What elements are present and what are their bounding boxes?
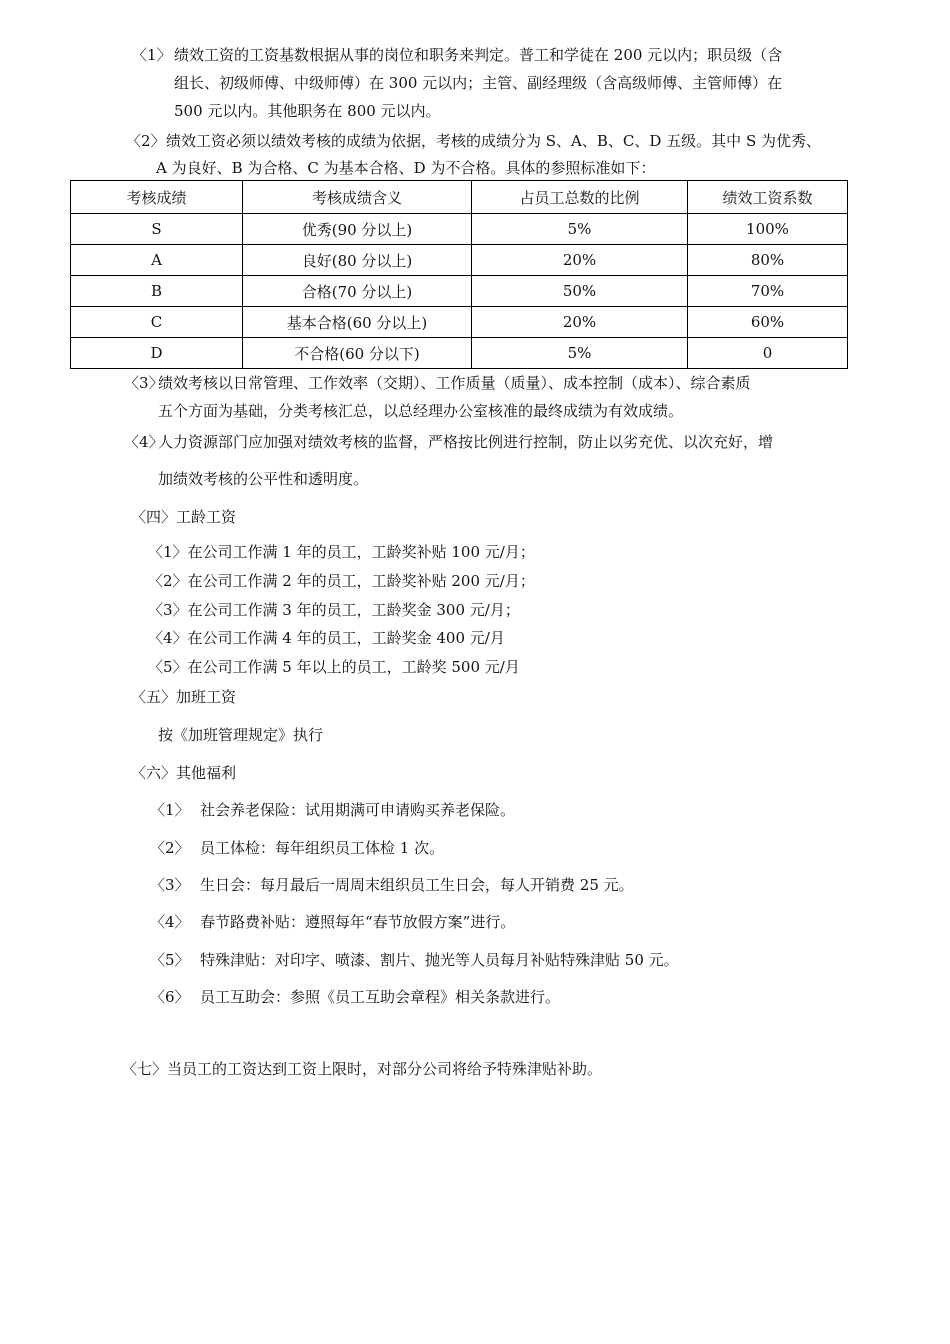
cell-coefficient: 60% <box>688 307 848 338</box>
perf-item-4-number: 〈4〉 <box>124 433 164 451</box>
table-row <box>71 307 848 338</box>
cell-ratio: 5% <box>472 338 688 369</box>
cell-meaning: 基本合格(60 分以上) <box>243 307 472 338</box>
cell-meaning: 合格(70 分以上) <box>243 276 472 307</box>
section-heading-welfare: 〈六〉其他福利 <box>131 764 237 782</box>
perf-item-2-number: 〈2〉 <box>126 132 166 150</box>
seniority-item: 〈1〉在公司工作满 1 年的员工，工龄奖补贴 100 元/月； <box>148 543 535 561</box>
header-coefficient: 绩效工资系数 <box>688 181 848 214</box>
cell-grade: A <box>71 245 243 276</box>
cell-grade: B <box>71 276 243 307</box>
cell-meaning: 良好(80 分以上) <box>243 245 472 276</box>
welfare-item-number: 〈2〉 <box>150 839 190 857</box>
perf-item-4-line-2: 加绩效考核的公平性和透明度。 <box>158 470 369 488</box>
section-heading-overtime: 〈五〉加班工资 <box>131 688 237 706</box>
table-header-row <box>71 181 848 214</box>
welfare-item-text: 社会养老保险：试用期满可申请购买养老保险。 <box>200 801 516 819</box>
cell-grade: S <box>71 214 243 245</box>
perf-item-1-line-3: 500 元以内。其他职务在 800 元以内。 <box>174 102 441 120</box>
perf-item-3-line-1: 绩效考核以日常管理、工作效率（交期）、工作质量（质量）、成本控制（成本）、综合素质 <box>158 374 751 392</box>
table-row <box>71 276 848 307</box>
welfare-item-number: 〈5〉 <box>150 951 190 969</box>
cell-ratio: 20% <box>472 307 688 338</box>
cell-grade: D <box>71 338 243 369</box>
seniority-item: 〈4〉在公司工作满 4 年的员工，工龄奖金 400 元/月 <box>148 629 505 647</box>
perf-item-2-line-1: 绩效工资必须以绩效考核的成绩为依据，考核的成绩分为 S、A、B、C、D 五级。其中 S 为优秀、 <box>166 132 821 150</box>
table-row <box>71 338 848 369</box>
perf-item-2-line-2: A 为良好、B 为合格、C 为基本合格、D 为不合格。具体的参照标准如下： <box>156 159 656 177</box>
overtime-text: 按《加班管理规定》执行 <box>158 726 324 744</box>
welfare-item-text: 员工互助会：参照《员工互助会章程》相关条款进行。 <box>200 988 561 1006</box>
grade-table <box>70 180 848 369</box>
seniority-item: 〈3〉在公司工作满 3 年的员工，工龄奖金 300 元/月； <box>148 601 520 619</box>
section-heading-seniority: 〈四〉工龄工资 <box>131 508 237 526</box>
cell-meaning: 不合格(60 分以下) <box>243 338 472 369</box>
cell-ratio: 5% <box>472 214 688 245</box>
header-meaning: 考核成绩含义 <box>243 181 472 214</box>
welfare-item-text: 特殊津贴：对印字、喷漆、割片、抛光等人员每月补贴特殊津贴 50 元。 <box>200 951 679 969</box>
perf-item-1-line-1: 绩效工资的工资基数根据从事的岗位和职务来判定。普工和学徒在 200 元以内；职员级（含 <box>174 46 783 64</box>
perf-item-3-number: 〈3〉 <box>124 374 164 392</box>
welfare-item-text: 春节路费补贴：遵照每年“春节放假方案”进行。 <box>200 913 516 931</box>
section-7-text: 〈七〉当员工的工资达到工资上限时，对部分公司将给予特殊津贴补助。 <box>122 1060 603 1078</box>
welfare-item-number: 〈6〉 <box>150 988 190 1006</box>
header-grade: 考核成绩 <box>71 181 243 214</box>
seniority-item: 〈2〉在公司工作满 2 年的员工，工龄奖补贴 200 元/月； <box>148 572 535 590</box>
perf-item-1-number: 〈1〉 <box>132 46 172 64</box>
perf-item-1-line-2: 组长、初级师傅、中级师傅）在 300 元以内；主管、副经理级（含高级师傅、主管师傅）在 <box>174 74 783 92</box>
welfare-item-number: 〈3〉 <box>150 876 190 894</box>
welfare-item-text: 生日会：每月最后一周周末组织员工生日会，每人开销费 25 元。 <box>200 876 634 894</box>
cell-coefficient: 0 <box>688 338 848 369</box>
cell-grade: C <box>71 307 243 338</box>
cell-ratio: 20% <box>472 245 688 276</box>
perf-item-3-line-2: 五个方面为基础，分类考核汇总，以总经理办公室核准的最终成绩为有效成绩。 <box>158 402 684 420</box>
cell-coefficient: 70% <box>688 276 848 307</box>
cell-meaning: 优秀(90 分以上) <box>243 214 472 245</box>
cell-coefficient: 100% <box>688 214 848 245</box>
welfare-item-number: 〈4〉 <box>150 913 190 931</box>
table-row <box>71 245 848 276</box>
welfare-item-number: 〈1〉 <box>150 801 190 819</box>
header-ratio: 占员工总数的比例 <box>472 181 688 214</box>
table-row <box>71 214 848 245</box>
cell-coefficient: 80% <box>688 245 848 276</box>
cell-ratio: 50% <box>472 276 688 307</box>
seniority-item: 〈5〉在公司工作满 5 年以上的员工，工龄奖 500 元/月 <box>148 658 520 676</box>
welfare-item-text: 员工体检：每年组织员工体检 1 次。 <box>200 839 445 857</box>
perf-item-4-line-1: 人力资源部门应加强对绩效考核的监督，严格按比例进行控制，防止以劣充优、以次充好，增 <box>158 433 774 451</box>
